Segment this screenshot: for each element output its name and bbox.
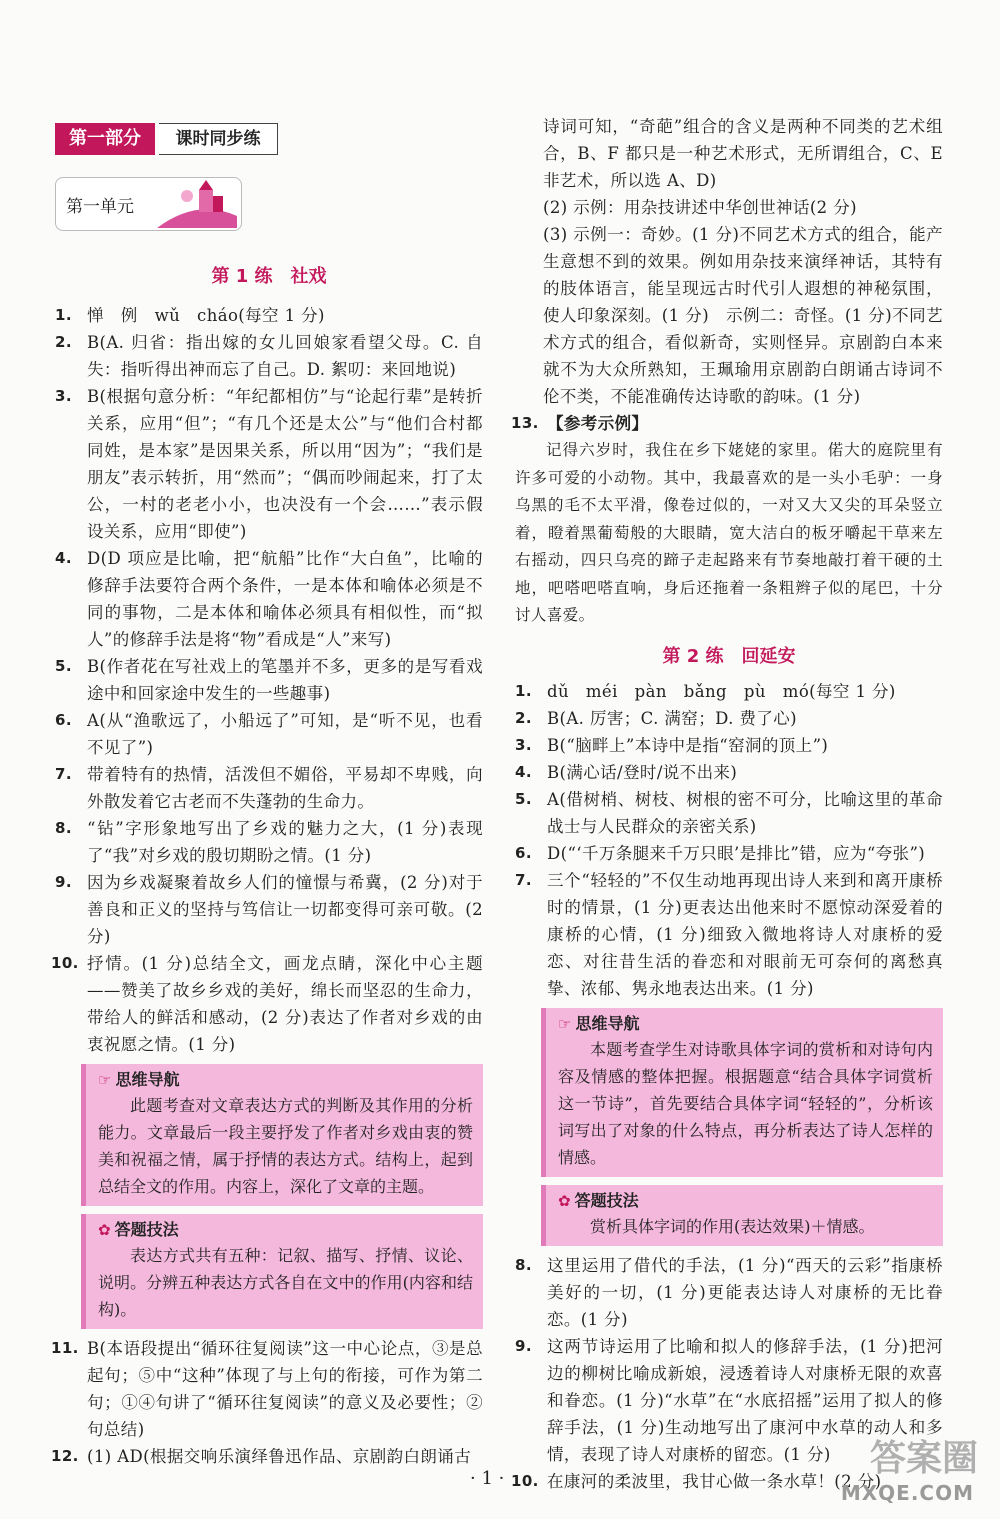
right-column <box>511 113 943 1495</box>
thinking-guide-box <box>81 1064 483 1206</box>
list-item: 10. 在康河的柔波里，我甘心做一条水草！(2 分) <box>511 1471 882 1491</box>
left-column <box>51 262 483 1470</box>
answer-skill-box <box>541 1185 943 1246</box>
box-text: 本题考查学生对诗歌具体字词的赏析和对诗句内容及情感的整体把握。根据题意“结合具体字词赏析这一节诗”，首先要结合具体字词“轻轻的”，分析该词写出了对象的什么特点，再分析表达了诗人怎样的情感。 <box>558 1039 933 1167</box>
box-title: 思维导航 <box>575 1013 640 1033</box>
list-item: 9. 因为乡戏凝聚着故乡人们的憧憬与希冀，(2 分)对于善良和正义的坚持与笃信让一切都变得可亲可敬。(2 分) <box>55 873 483 946</box>
watermark-url: MXQE.COM <box>840 1481 974 1505</box>
watermark-logo <box>830 1428 990 1513</box>
pointing-hand-icon: ☞ <box>558 1014 572 1033</box>
list-item: 9. 这两节诗运用了比喻和拟人的修辞手法，(1 分)把河边的柳树比喻成新娘，浸透着诗人对康桥无限的欢喜和眷恋。(1 分)“水草”在“水底招摇”运用了拟人的修辞手法，(1 分)生动地写出了康河中水草的动人和多情，表现了诗人对康桥的留恋。(1 分) <box>515 1336 943 1464</box>
part-banner <box>55 123 285 155</box>
sample-essay: 记得六岁时，我住在乡下姥姥的家里。偌大的庭院里有许多可爱的小动物。其中，我最喜欢的是一头小毛驴：一身乌黑的毛不太平滑，像卷过似的，一对又大又尖的耳朵竖立着，瞪着黑葡萄般的大眼睛，宽大洁白的板牙嚼起干草来左右摇动，四只乌亮的蹄子走起路来有节奏地敲打着干硬的土地，吧嗒吧嗒直响，身后还拖着一条粗辫子似的尾巴，十分讨人喜爱。 <box>515 441 943 624</box>
list-item: 4. B(满心话/登时/说不出来) <box>515 762 738 782</box>
list-item: 12. (1) AD(根据交响乐演绎鲁迅作品、京剧韵白朗诵古 <box>51 1447 472 1466</box>
list-item: 2. B(A. 厉害；C. 满窑；D. 费了心) <box>515 708 797 728</box>
part-title: 课时同步练 <box>159 123 278 155</box>
list-item: 10. 抒情。(1 分)总结全文，画龙点睛，深化中心主题——赞美了故乡乡戏的美好，绵长而坚忍的生命力，带给人的鲜活和感动，(2 分)表达了作者对乡戏的由衷祝愿之情。(1 分) <box>51 954 483 1054</box>
unit-label: 第一单元 <box>66 197 134 217</box>
flower-icon: ✿ <box>98 1221 111 1239</box>
box-text: 表达方式共有五种：记叙、描写、抒情、议论、说明。分辨五种表达方式各自在文中的作用(内容和结构)。 <box>98 1246 473 1319</box>
list-item: 5. A(借树梢、树枝、树根的密不可分，比喻这里的革命战士与人民群众的亲密关系) <box>515 789 943 836</box>
list-item: 1. dǔ méi pàn bǎng pù mó(每空 1 分) <box>515 681 896 701</box>
watermark-main: 答案圈 <box>869 1438 978 1479</box>
unit-banner <box>55 177 242 231</box>
box-title: 答题技法 <box>574 1190 639 1210</box>
list-item: 7. 带着特有的热情，活泼但不媚俗，平易却不卑贱，向外散发着它古老而不失蓬勃的生命力。 <box>55 765 483 811</box>
pointing-hand-icon: ☞ <box>98 1071 112 1089</box>
list-item: 13. 【参考示例】 <box>511 414 649 433</box>
list-item: 6. D(“‘千万条腿来千万只眼’是排比”错，应为“夸张”) <box>515 843 926 863</box>
flower-icon: ✿ <box>558 1191 571 1210</box>
box-text: 赏析具体字词的作用(表达效果)＋情感。 <box>590 1216 875 1236</box>
box-title: 思维导航 <box>115 1070 180 1089</box>
item12-continued: 诗词可知，“奇葩”组合的含义是两种不同类的艺术组合，B、F 都只是一种艺术形式，无所谓组合，C、E 非艺术，所以选 A、D) <box>543 117 943 190</box>
lesson1-title: 第 1 练 社戏 <box>211 266 327 287</box>
list-item: 5. B(作者花在写社戏上的笔墨并不多，更多的是写看戏途中和回家途中发生的一些趣事) <box>55 657 483 703</box>
box-text: 此题考查对文章表达方式的判断及其作用的分析能力。文章最后一段主要抒发了作者对乡戏由衷的赞美和祝福之情，属于抒情的表达方式。结构上，起到总结全文的作用。内容上，深化了文章的主题。 <box>98 1096 473 1196</box>
list-item: 7. 三个“轻轻的”不仅生动地再现出诗人来到和离开康桥时的情景，(1 分)更表达出他来时不愿惊动深爱着的康桥的心情，(1 分)细致入微地将诗人对康桥的爱恋、对往昔生活的眷恋和对眼前无可奈何的离愁真挚、浓郁、隽永地表达出来。(1 分) <box>515 870 943 998</box>
item12-part2: (2) 示例：用杂技讲述中华创世神话(2 分) <box>543 198 857 217</box>
list-item: 11. B(本语段提出“循环往复阅读”这一中心论点，③是总起句；⑤中“这种”体现了与上句的衔接，可作为第二句；①④句讲了“循环往复阅读”的意义及必要性；②句总结) <box>51 1339 483 1439</box>
castle-icon <box>157 178 237 228</box>
list-item: 3. B(根据句意分析：“年纪都相仿”与“论起行辈”是转折关系，应用“但”；“有几个还是太公”与“他们合村都同姓，是本家”是因果关系，所以用“因为”；“我们是朋友”表示转折，用“然而”；“偶而吵闹起来，打了太公，一村的老老小小，也决没有一个会……”表示假设关系，应用“即使”) <box>55 387 483 541</box>
answer-skill-box <box>81 1214 483 1329</box>
lesson2-title: 第 2 练 回延安 <box>662 645 796 667</box>
lesson1-items <box>51 302 483 1058</box>
list-item: 8. “钻”字形象地写出了乡戏的魅力之大，(1 分)表现了“我”对乡戏的殷切期盼之情。(1 分) <box>55 819 483 865</box>
box-title: 答题技法 <box>114 1220 179 1239</box>
list-item: 4. D(D 项应是比喻，把“航船”比作“大白鱼”，比喻的修辞手法要符合两个条件，一是本体和喻体必须是不同的事物，二是本体和喻体必须具有相似性，而“拟人”的修辞手法是将“物”看成是“人”来写) <box>55 549 483 649</box>
list-item: 8. 这里运用了借代的手法，(1 分)“西天的云彩”指康桥美好的一切，(1 分)更能表达诗人对康桥的无比眷恋。(1 分) <box>515 1255 943 1329</box>
list-item: 1. 惮 例 wǔ cháo(每空 1 分) <box>55 306 325 325</box>
part-label: 第一部分 <box>55 123 155 155</box>
item12-part3: (3) 示例一：奇妙。(1 分)不同艺术方式的组合，能产生意想不到的效果。例如用杂技来演绎神话，其特有的肢体语言，能呈现远古时代引人遐想的神秘氛围，使人印象深刻。(1 分) 示例二：奇怪。(1 分)不同艺术方式的组合，看似新奇，实则怪异。京剧韵白本来就不为大众所熟知，王珮瑜用京剧韵白朗诵古诗词不伦不类，不能准确传达诗歌的韵味。(1 分) <box>543 225 943 406</box>
list-item: 6. A(从“渔歌远了，小船远了”可知，是“听不见，也看不见了”) <box>55 711 483 757</box>
list-item: 3. B(“脑畔上”本诗中是指“窑洞的顶上”) <box>515 735 829 755</box>
page-number: · 1 · <box>470 1468 505 1489</box>
thinking-guide-box <box>541 1008 943 1177</box>
list-item: 2. B(A. 归省：指出嫁的女儿回娘家看望父母。C. 自失：指听得出神而忘了自己。D. 絮叨：来回地说) <box>55 333 483 379</box>
